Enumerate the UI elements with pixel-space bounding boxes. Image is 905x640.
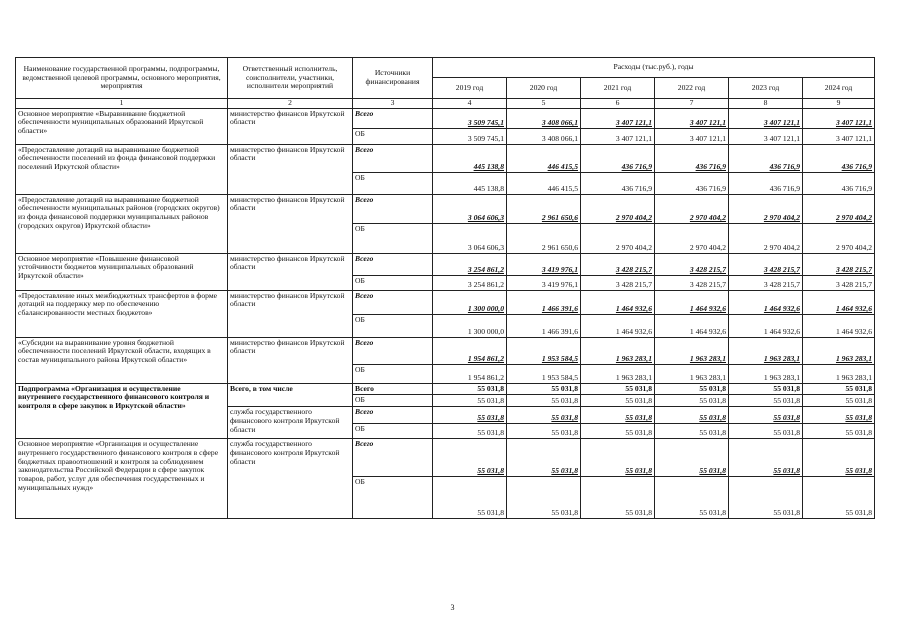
source-ob-label: ОБ	[353, 395, 433, 407]
ob-value: 436 716,9	[803, 172, 875, 194]
total-value: 436 716,9	[655, 144, 729, 172]
header-source: Источники финансирования	[353, 58, 433, 99]
row-name: «Предоставление дотаций на выравнивание бюджетной обеспеченности муниципальных районов (городских округов) из фонда финансовой поддержки муниципальных районов (городских округов) Иркутской области»	[16, 194, 228, 253]
ob-value: 55 031,8	[655, 477, 729, 519]
ob-value: 55 031,8	[433, 424, 507, 439]
ob-value: 55 031,8	[729, 424, 803, 439]
program-row-total	[16, 194, 875, 223]
source-ob-label: ОБ	[353, 364, 433, 383]
ob-value: 445 138,8	[433, 172, 507, 194]
ob-value: 1 963 283,1	[803, 364, 875, 383]
header-name: Наименование государственной программы, подпрограммы, ведомственной целевой программы, основного мероприятия, мероприятия	[16, 58, 228, 99]
year-2019: 2019 год	[433, 78, 507, 99]
source-total-label: Всего	[353, 144, 433, 172]
ob-value: 55 031,8	[803, 477, 875, 519]
total-value: 55 031,8	[803, 383, 875, 395]
total-value: 55 031,8	[655, 407, 729, 424]
ob-value: 55 031,8	[507, 395, 581, 407]
ob-value: 55 031,8	[729, 395, 803, 407]
program-row-total	[16, 290, 875, 314]
ob-value: 3 428 215,7	[581, 275, 655, 290]
ob-value: 55 031,8	[581, 395, 655, 407]
ob-value: 55 031,8	[655, 424, 729, 439]
ob-value: 55 031,8	[581, 424, 655, 439]
source-ob-label: ОБ	[353, 477, 433, 519]
ob-value: 55 031,8	[433, 395, 507, 407]
year-2024: 2024 год	[803, 78, 875, 99]
source-ob-label: ОБ	[353, 128, 433, 144]
budget-table	[15, 57, 875, 519]
total-value: 55 031,8	[433, 383, 507, 395]
program-row-total	[16, 108, 875, 128]
subprogram-name: Подпрограмма «Организация и осуществление внутреннего государственного финансового контроля и контроля в сфере закупок в Иркутской области»	[16, 383, 228, 438]
total-value: 3 428 215,7	[729, 253, 803, 275]
row-executor: министерство финансов Иркутской области	[228, 194, 353, 253]
total-value: 446 415,5	[507, 144, 581, 172]
total-value: 3 428 215,7	[803, 253, 875, 275]
total-value: 2 961 650,6	[507, 194, 581, 223]
ob-value: 2 970 404,2	[803, 223, 875, 253]
year-2023: 2023 год	[729, 78, 803, 99]
total-value: 1 464 932,6	[729, 290, 803, 314]
total-value: 436 716,9	[581, 144, 655, 172]
total-value: 2 970 404,2	[581, 194, 655, 223]
total-value: 55 031,8	[803, 439, 875, 477]
ob-value: 3 064 606,3	[433, 223, 507, 253]
ob-value: 55 031,8	[803, 424, 875, 439]
total-value: 55 031,8	[729, 439, 803, 477]
total-value: 1 300 000,0	[433, 290, 507, 314]
row-executor: министерство финансов Иркутской области	[228, 144, 353, 194]
ob-value: 3 407 121,1	[803, 128, 875, 144]
ob-value: 55 031,8	[507, 477, 581, 519]
row-name: Основное мероприятие «Организация и осуществление внутреннего государственного финансового контроля в сфере бюджетных правоотношений и контроля за соблюдением законодательства Российской Федерации в сфере закупок товаров, работ, услуг для обеспечения государственных и муниципальных нужд»	[16, 439, 228, 519]
subprogram-executor-service: служба государственного финансового контроля Иркутской области	[228, 407, 353, 439]
ob-value: 446 415,5	[507, 172, 581, 194]
header-executor: Ответственный исполнитель, соисполнители, участники, исполнители мероприятий	[228, 58, 353, 99]
total-value: 3 408 066,1	[507, 108, 581, 128]
ob-value: 3 407 121,1	[655, 128, 729, 144]
row-executor: министерство финансов Иркутской области	[228, 253, 353, 290]
total-value: 3 419 976,1	[507, 253, 581, 275]
ob-value: 1 954 861,2	[433, 364, 507, 383]
column-index: 5	[507, 99, 581, 109]
total-value: 55 031,8	[507, 407, 581, 424]
ob-value: 1 466 391,6	[507, 314, 581, 337]
total-value: 55 031,8	[803, 407, 875, 424]
column-index: 2	[228, 99, 353, 109]
page-number: 3	[450, 603, 455, 612]
program-row-total	[16, 144, 875, 172]
total-value: 2 970 404,2	[803, 194, 875, 223]
ob-value: 436 716,9	[655, 172, 729, 194]
ob-value: 55 031,8	[433, 477, 507, 519]
ob-value: 1 963 283,1	[581, 364, 655, 383]
total-value: 436 716,9	[729, 144, 803, 172]
row-executor: служба государственного финансового контроля Иркутской области	[228, 439, 353, 519]
total-value: 3 407 121,1	[803, 108, 875, 128]
total-value: 1 464 932,6	[803, 290, 875, 314]
total-value: 1 963 283,1	[729, 337, 803, 364]
source-total-label: Всего	[353, 337, 433, 364]
ob-value: 3 408 066,1	[507, 128, 581, 144]
ob-value: 55 031,8	[581, 477, 655, 519]
total-value: 55 031,8	[433, 407, 507, 424]
total-value: 1 464 932,6	[655, 290, 729, 314]
row-executor: министерство финансов Иркутской области	[228, 337, 353, 383]
ob-value: 3 428 215,7	[655, 275, 729, 290]
total-value: 1 466 391,6	[507, 290, 581, 314]
total-value: 445 138,8	[433, 144, 507, 172]
ob-value: 1 464 932,6	[581, 314, 655, 337]
total-value: 1 954 861,2	[433, 337, 507, 364]
ob-value: 1 464 932,6	[729, 314, 803, 337]
total-value: 3 407 121,1	[581, 108, 655, 128]
header-row	[16, 58, 875, 78]
column-index: 4	[433, 99, 507, 109]
total-value: 1 464 932,6	[581, 290, 655, 314]
column-index: 3	[353, 99, 433, 109]
total-value: 3 407 121,1	[655, 108, 729, 128]
header-expenses: Расходы (тыс.руб.), годы	[433, 58, 875, 78]
ob-value: 2 970 404,2	[729, 223, 803, 253]
ob-value: 1 963 283,1	[729, 364, 803, 383]
ob-value: 2 970 404,2	[581, 223, 655, 253]
total-value: 55 031,8	[507, 439, 581, 477]
source-total-label: Всего	[353, 253, 433, 275]
ob-value: 3 407 121,1	[581, 128, 655, 144]
total-value: 55 031,8	[729, 383, 803, 395]
total-value: 55 031,8	[581, 439, 655, 477]
source-ob-label: ОБ	[353, 275, 433, 290]
column-index-row	[16, 99, 875, 109]
ob-value: 3 407 121,1	[729, 128, 803, 144]
total-value: 436 716,9	[803, 144, 875, 172]
source-total-label: Всего	[353, 194, 433, 223]
ob-value: 2 970 404,2	[655, 223, 729, 253]
total-value: 1 963 283,1	[803, 337, 875, 364]
subprogram-row-total	[16, 383, 875, 395]
ob-value: 436 716,9	[581, 172, 655, 194]
total-value: 3 428 215,7	[581, 253, 655, 275]
source-total-label: Всего	[353, 439, 433, 477]
ob-value: 55 031,8	[729, 477, 803, 519]
row-name: Основное мероприятие «Выравнивание бюджетной обеспеченности муниципальных образований Иркутской области»	[16, 108, 228, 144]
source-total-label: Всего	[353, 407, 433, 424]
total-value: 55 031,8	[581, 383, 655, 395]
total-value: 3 254 861,2	[433, 253, 507, 275]
ob-value: 55 031,8	[655, 395, 729, 407]
last-row-total	[16, 439, 875, 477]
source-total-label: Всего	[353, 108, 433, 128]
total-value: 55 031,8	[729, 407, 803, 424]
row-name: Основное мероприятие «Повышение финансовой устойчивости бюджетов муниципальных образований Иркутской области»	[16, 253, 228, 290]
total-value: 3 428 215,7	[655, 253, 729, 275]
year-2022: 2022 год	[655, 78, 729, 99]
ob-value: 1 953 584,5	[507, 364, 581, 383]
source-ob-label: ОБ	[353, 223, 433, 253]
ob-value: 2 961 650,6	[507, 223, 581, 253]
total-value: 55 031,8	[655, 439, 729, 477]
ob-value: 3 428 215,7	[729, 275, 803, 290]
total-value: 55 031,8	[655, 383, 729, 395]
ob-value: 3 509 745,1	[433, 128, 507, 144]
row-name: «Субсидии на выравнивание уровня бюджетной обеспеченности поселений Иркутской области, входящих в состав муниципального района Иркутской области»	[16, 337, 228, 383]
total-value: 1 953 584,5	[507, 337, 581, 364]
column-index: 9	[803, 99, 875, 109]
source-ob-label: ОБ	[353, 172, 433, 194]
source-ob-label: ОБ	[353, 424, 433, 439]
total-value: 1 963 283,1	[581, 337, 655, 364]
total-value: 1 963 283,1	[655, 337, 729, 364]
ob-value: 3 428 215,7	[803, 275, 875, 290]
total-value: 55 031,8	[581, 407, 655, 424]
row-name: «Предоставление иных межбюджетных трансфертов в форме дотаций на поддержку мер по обеспечению сбалансированности местных бюджетов»	[16, 290, 228, 337]
source-ob-label: ОБ	[353, 314, 433, 337]
total-value: 3 064 606,3	[433, 194, 507, 223]
source-total-label: Всего	[353, 383, 433, 395]
ob-value: 3 419 976,1	[507, 275, 581, 290]
total-value: 2 970 404,2	[655, 194, 729, 223]
column-index: 7	[655, 99, 729, 109]
ob-value: 3 254 861,2	[433, 275, 507, 290]
total-value: 3 407 121,1	[729, 108, 803, 128]
total-value: 55 031,8	[433, 439, 507, 477]
ob-value: 436 716,9	[729, 172, 803, 194]
ob-value: 1 464 932,6	[803, 314, 875, 337]
subprogram-executor-all: Всего, в том числе	[228, 383, 353, 406]
total-value: 3 509 745,1	[433, 108, 507, 128]
column-index: 8	[729, 99, 803, 109]
column-index: 1	[16, 99, 228, 109]
row-executor: министерство финансов Иркутской области	[228, 108, 353, 144]
ob-value: 1 963 283,1	[655, 364, 729, 383]
ob-value: 1 464 932,6	[655, 314, 729, 337]
column-index: 6	[581, 99, 655, 109]
total-value: 55 031,8	[507, 383, 581, 395]
row-executor: министерство финансов Иркутской области	[228, 290, 353, 337]
ob-value: 55 031,8	[803, 395, 875, 407]
source-total-label: Всего	[353, 290, 433, 314]
program-row-total	[16, 337, 875, 364]
ob-value: 1 300 000,0	[433, 314, 507, 337]
total-value: 2 970 404,2	[729, 194, 803, 223]
year-2020: 2020 год	[507, 78, 581, 99]
program-row-total	[16, 253, 875, 275]
year-2021: 2021 год	[581, 78, 655, 99]
ob-value: 55 031,8	[507, 424, 581, 439]
row-name: «Предоставление дотаций на выравнивание бюджетной обеспеченности поселений из фонда финансовой поддержки поселений Иркутской области»	[16, 144, 228, 194]
